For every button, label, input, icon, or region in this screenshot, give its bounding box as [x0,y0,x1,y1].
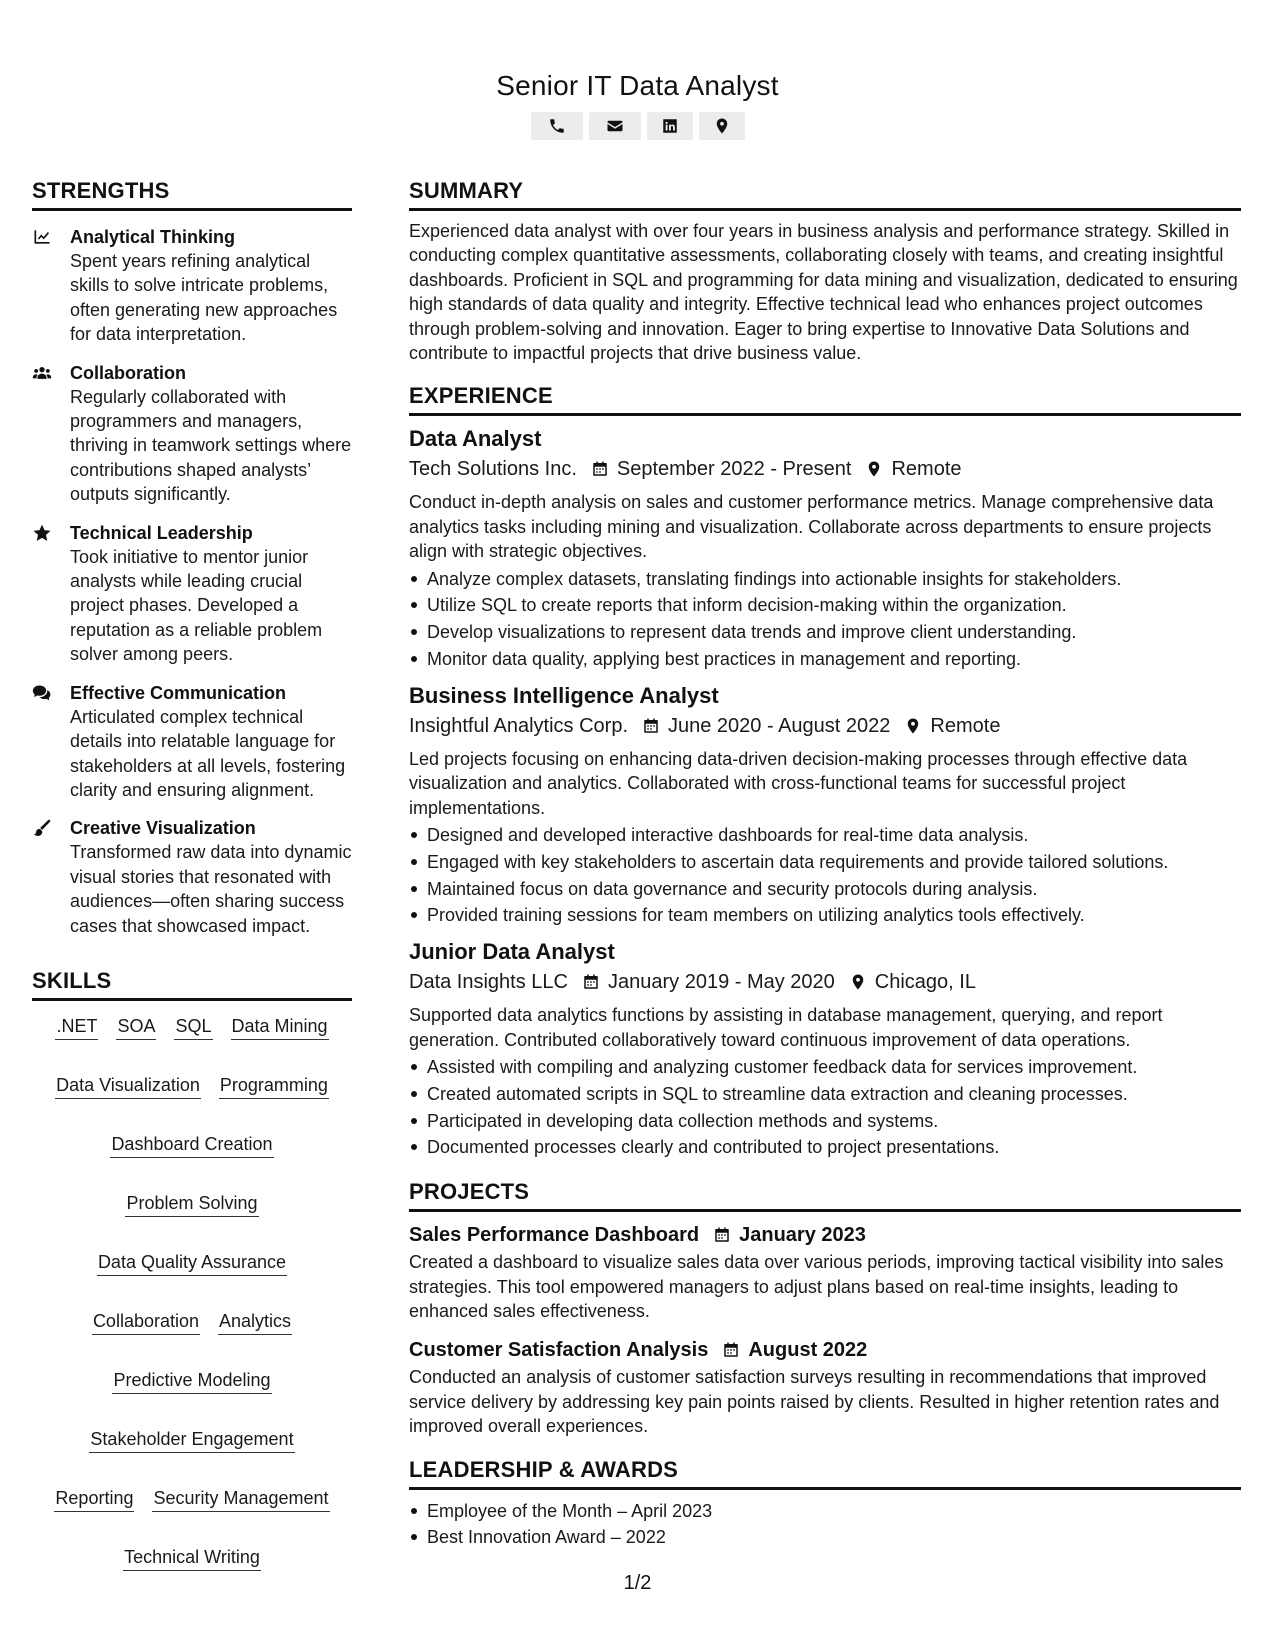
map-pin-icon [904,717,922,735]
project-header [409,1220,1241,1250]
job-description: Led projects focusing on enhancing data-driven decision-making processes through effective data visualization and analytics. Collaborated with cross-functional teams for successful project implementations. [409,748,1188,818]
right-column [409,178,1241,1551]
skills-heading: SKILLS [32,968,352,1001]
skill-tag: SOA [116,1013,156,1040]
strength-item [32,521,352,667]
skill-tag: Stakeholder Engagement [89,1426,294,1453]
phone-chip[interactable] [531,112,583,140]
award-item: Best Innovation Award – 2022 [427,1524,1241,1551]
map-pin-icon [713,117,731,135]
job-company: Data Insights LLC [409,971,568,994]
project-title: Customer Satisfaction Analysis [409,1339,709,1362]
project-entry [409,1220,1241,1323]
skill-tag: Programming [219,1072,329,1099]
strength-title: Technical Leadership [70,522,253,543]
location-chip[interactable] [699,112,745,140]
job-dates: September 2022 - Present [616,458,852,481]
award-item: Employee of the Month – April 2023 [427,1498,1241,1525]
bullet-item: Analyze complex datasets, translating findings into actionable insights for stakeholders. [427,566,1241,593]
strength-description: Articulated complex technical details into relatable language for stakeholders at all levels, fostering clarity and ensuring alignment. [70,706,346,800]
job-description: Supported data analytics functions by assisting in database management, querying, and report generation. Contributed collaboratively toward continuous improvement of data operations. [409,1005,1163,1050]
skill-tag: Dashboard Creation [110,1131,273,1158]
awards-list [409,1498,1241,1552]
experience-section [409,383,1241,1161]
page-number: 1/2 [623,1572,652,1594]
skill-tag: Data Visualization [55,1072,201,1099]
project-date: August 2022 [748,1339,868,1362]
strength-description: Spent years refining analytical skills to solve intricate problems, often generating new approaches for data interpretation. [70,251,338,345]
job-meta [409,454,1241,484]
resume-header [0,70,1275,140]
bullet-item: Develop visualizations to represent data trends and improve client understanding. [427,619,1241,646]
paint-brush-icon [32,818,52,838]
skill-tag: SQL [174,1013,212,1040]
map-pin-icon [865,460,883,478]
skills-section [32,968,352,1571]
skills-list [32,1013,352,1571]
awards-heading: LEADERSHIP & AWARDS [409,1457,1241,1490]
skill-tag: .NET [55,1013,98,1040]
job-location: Chicago, IL [874,971,976,994]
strength-description: Transformed raw data into dynamic visual stories that resonated with audiences—often sharing success cases that showcased impact. [70,842,352,936]
project-header [409,1335,1241,1365]
phone-icon [548,117,566,135]
calendar-icon [582,973,600,991]
linkedin-icon [661,117,679,135]
project-date: January 2023 [739,1224,866,1247]
summary-section [409,178,1241,365]
job-location: Remote [930,714,1001,737]
calendar-icon [642,717,660,735]
bullet-item: Monitor data quality, applying best practices in management and reporting. [427,646,1241,673]
strength-item [32,816,352,938]
summary-heading: SUMMARY [409,178,1241,211]
star-icon [32,523,52,543]
bullet-item: Provided training sessions for team members on utilizing analytics tools effectively. [427,902,1241,929]
skill-tag: Problem Solving [125,1190,258,1217]
project-entry [409,1335,1241,1438]
project-title: Sales Performance Dashboard [409,1224,700,1247]
envelope-icon [606,117,624,135]
bullet-item: Documented processes clearly and contributed to project presentations. [427,1134,1241,1161]
calendar-icon [722,1341,740,1359]
contact-row [0,112,1275,140]
job-description: Conduct in-depth analysis on sales and customer performance metrics. Manage comprehensive data analytics tasks including mining and visualization. Collaborate across departments to ensure projects align with strategic objectives. [409,492,1214,562]
map-pin-icon [849,973,867,991]
comments-icon [32,683,52,703]
skill-tag: Predictive Modeling [112,1367,271,1394]
candidate-title: Senior IT Data Analyst [496,70,779,101]
job-bullets [409,822,1241,929]
summary-text: Experienced data analyst with over four years in business analysis and performance strategy. Skilled in conducting complex quantitative assessments, collaborating closely with teams, and creating insightful dashboards. Proficient in SQL and programming for data mining and visualization, dedicated to ensuring high standards of data quality and integrity. Effective technical lead who enhances project outcomes through problem-solving and innovation. Eager to bring expertise to Innovative Data Solutions and contribute to impactful projects that drive business value. [409,221,1238,364]
projects-heading: PROJECTS [409,1179,1241,1212]
job-title: Data Analyst [409,426,542,452]
job-title: Business Intelligence Analyst [409,682,719,708]
job-location: Remote [891,458,962,481]
job-bullets [409,566,1241,673]
strength-title: Effective Communication [70,682,287,703]
projects-section [409,1179,1241,1438]
skill-tag: Reporting [54,1485,134,1512]
job-meta [409,967,1241,997]
job-dates: January 2019 - May 2020 [607,971,835,994]
project-description: Conducted an analysis of customer satisfaction surveys resulting in recommendations that improved service delivery by addressing key pain points raised by clients. Resulted in higher retention rates and improved overall experiences. [409,1367,1220,1437]
calendar-icon [591,460,609,478]
strength-title: Analytical Thinking [70,227,236,247]
job-title: Junior Data Analyst [409,939,615,965]
job-bullets [409,1054,1241,1161]
skill-tag: Security Management [152,1485,329,1512]
job-dates: June 2020 - August 2022 [668,714,891,737]
project-description: Created a dashboard to visualize sales data over various periods, improving tactical visibility into sales strategies. This tool empowered managers to adjust plans based on real-time insights, leading to enhanced sales effectiveness. [409,1252,1224,1322]
job-company: Tech Solutions Inc. [409,458,577,481]
bullet-item: Created automated scripts in SQL to streamline data extraction and cleaning processes. [427,1081,1241,1108]
job-entry [409,937,1241,1161]
strength-item [32,681,352,803]
linkedin-chip[interactable] [647,112,693,140]
strengths-heading: STRENGTHS [32,178,352,211]
awards-section [409,1457,1241,1552]
skill-tag: Data Mining [231,1013,329,1040]
job-company: Insightful Analytics Corp. [409,714,628,737]
line-chart-icon [32,227,52,247]
users-icon [32,363,52,383]
job-entry [409,424,1241,672]
skill-tag: Analytics [218,1308,292,1335]
strength-item [32,225,352,347]
skill-tag: Data Quality Assurance [97,1249,287,1276]
bullet-item: Maintained focus on data governance and security protocols during analysis. [427,876,1241,903]
bullet-item: Utilize SQL to create reports that inform decision-making within the organization. [427,592,1241,619]
strength-title: Collaboration [70,362,186,383]
bullet-item: Designed and developed interactive dashboards for real-time data analysis. [427,822,1241,849]
bullet-item: Participated in developing data collection methods and systems. [427,1108,1241,1135]
strength-description: Regularly collaborated with programmers and managers, thriving in teamwork settings where contributions shaped analysts’ outputs significantly. [70,386,352,505]
strength-title: Creative Visualization [70,818,256,839]
strength-item [32,361,352,507]
job-meta [409,711,1241,741]
calendar-icon [713,1226,731,1244]
left-column [32,178,352,1571]
email-chip[interactable] [589,112,641,140]
bullet-item: Assisted with compiling and analyzing customer feedback data for services improvement. [427,1054,1241,1081]
experience-heading: EXPERIENCE [409,383,1241,416]
skill-tag: Collaboration [92,1308,200,1335]
strength-description: Took initiative to mentor junior analysts while leading crucial project phases. Developed a reputation as a reliable problem solver among peers. [70,546,323,665]
job-entry [409,681,1241,929]
bullet-item: Engaged with key stakeholders to ascertain data requirements and provide tailored solutions. [427,849,1241,876]
skill-tag: Technical Writing [123,1544,261,1571]
strengths-section [32,178,352,938]
